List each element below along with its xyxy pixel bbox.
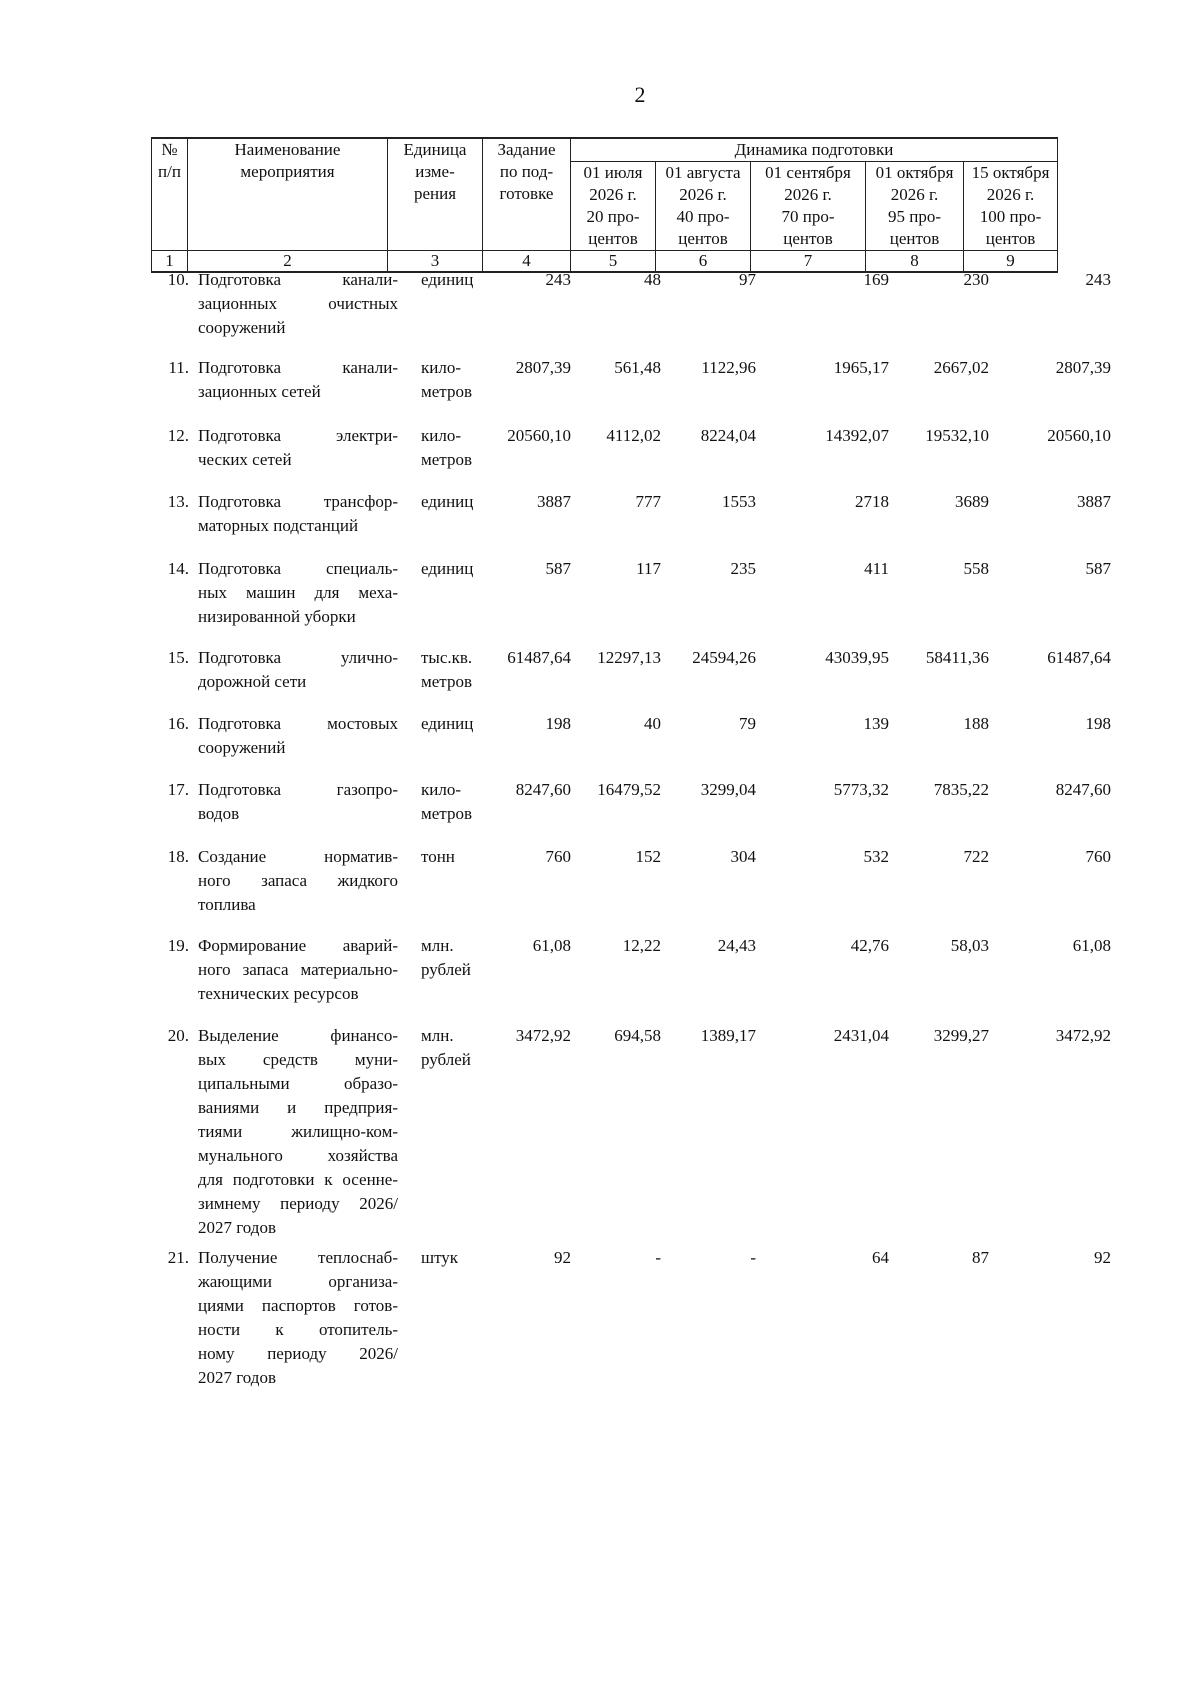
- row-unit-line: единиц: [421, 559, 474, 578]
- row-value-july: 561,48: [614, 358, 661, 377]
- row-value-july: 12,22: [622, 936, 661, 955]
- row-name: [198, 646, 398, 694]
- row-value-august: 304: [730, 847, 756, 866]
- row-name-line: вых средств муни-: [198, 1050, 398, 1069]
- row-name-line: жающими организа-: [198, 1272, 398, 1291]
- row-name-line: дорожной сети: [198, 672, 307, 691]
- row-name: [198, 1246, 398, 1390]
- row-value-september: 5773,32: [833, 780, 889, 799]
- row-name-line: сооружений: [198, 738, 286, 757]
- row-number: 19.: [167, 936, 189, 955]
- row-name-line: зационных очистных: [198, 294, 398, 313]
- row-name-line: низированной уборки: [198, 607, 356, 626]
- row-number: 21.: [167, 1248, 189, 1267]
- header-dynamics-title: Динамика подготовки: [571, 138, 1058, 162]
- row-value-august: 1553: [722, 492, 756, 511]
- row-value-october-15: 3472,92: [1055, 1026, 1111, 1045]
- row-unit-line: единиц: [421, 270, 474, 289]
- row-name-line: Подготовка канали-: [198, 358, 398, 377]
- row-task: 61487,64: [507, 648, 571, 667]
- row-name-line: топлива: [198, 895, 256, 914]
- row-unit-line: штук: [421, 1248, 459, 1267]
- row-value-august: 1389,17: [700, 1026, 756, 1045]
- row-value-october-15: 3887: [1077, 492, 1111, 511]
- row-number: 12.: [167, 426, 189, 445]
- row-unit-line: рублей: [421, 1050, 471, 1069]
- header-number-9: 9: [964, 251, 1058, 273]
- row-name: [198, 490, 398, 538]
- row-number: 20.: [167, 1026, 189, 1045]
- header-col-name: Наименование мероприятия: [188, 138, 388, 251]
- row-value-october: 58,03: [950, 936, 989, 955]
- row-unit-line: млн.: [421, 1026, 454, 1045]
- row-value-october-15: 61487,64: [1047, 648, 1111, 667]
- row-value-july: 40: [644, 714, 661, 733]
- row-value-october-15: 92: [1094, 1248, 1111, 1267]
- row-name-line: зационных сетей: [198, 382, 321, 401]
- row-name: [198, 778, 398, 826]
- row-value-july: 48: [644, 270, 661, 289]
- row-name-line: мунального хозяйства: [198, 1146, 398, 1165]
- header-date-4: 01 октября 2026 г. 95 про- центов: [866, 162, 964, 251]
- row-unit-line: тонн: [421, 847, 455, 866]
- row-task: 243: [545, 270, 571, 289]
- row-task: 760: [545, 847, 571, 866]
- row-name-line: ного запаса материально-: [198, 960, 398, 979]
- row-number: 15.: [167, 648, 189, 667]
- row-name-line: циями паспортов готов-: [198, 1296, 398, 1315]
- row-value-september: 2718: [855, 492, 889, 511]
- header-number-5: 5: [571, 251, 656, 273]
- row-task: 198: [545, 714, 571, 733]
- row-value-october-15: 2807,39: [1055, 358, 1111, 377]
- row-value-august: 97: [739, 270, 756, 289]
- row-value-july: 152: [635, 847, 661, 866]
- row-unit-line: метров: [421, 672, 472, 691]
- row-value-october: 558: [963, 559, 989, 578]
- header-number-3: 3: [388, 251, 483, 273]
- row-name-line: Подготовка специаль-: [198, 559, 398, 578]
- row-number: 14.: [167, 559, 189, 578]
- row-value-october: 722: [963, 847, 989, 866]
- row-name: [198, 268, 398, 340]
- row-name-line: ципальными образо-: [198, 1074, 398, 1093]
- row-unit-line: метров: [421, 382, 472, 401]
- header-number-6: 6: [656, 251, 751, 273]
- header-col-num: № п/п: [152, 138, 188, 251]
- row-value-october-15: 20560,10: [1047, 426, 1111, 445]
- header-date-3: 01 сентября 2026 г. 70 про- центов: [751, 162, 866, 251]
- row-value-july: 12297,13: [597, 648, 661, 667]
- row-unit-line: кило-: [421, 358, 462, 377]
- row-value-october: 188: [963, 714, 989, 733]
- row-name: [198, 424, 398, 472]
- row-value-july: 777: [635, 492, 661, 511]
- row-name-line: маторных подстанций: [198, 516, 359, 535]
- row-value-september: 2431,04: [833, 1026, 889, 1045]
- row-name-line: ности к отопитель-: [198, 1320, 398, 1339]
- row-unit-line: тыс.кв.: [421, 648, 473, 667]
- row-name-line: ного запаса жидкого: [198, 871, 398, 890]
- header-number-4: 4: [483, 251, 571, 273]
- row-name-line: Подготовка улично-: [198, 648, 398, 667]
- row-name: [198, 356, 398, 404]
- row-value-july: -: [655, 1248, 661, 1267]
- row-value-july: 694,58: [614, 1026, 661, 1045]
- row-value-october: 19532,10: [925, 426, 989, 445]
- row-value-september: 532: [863, 847, 889, 866]
- row-name-line: для подготовки к осенне-: [198, 1170, 398, 1189]
- row-value-october: 7835,22: [933, 780, 989, 799]
- row-name: [198, 845, 398, 917]
- row-name-line: Выделение финансо-: [198, 1026, 398, 1045]
- row-value-august: 24594,26: [692, 648, 756, 667]
- row-name-line: Подготовка газопро-: [198, 780, 398, 799]
- row-name-line: ному периоду 2026/: [198, 1344, 398, 1363]
- row-name: [198, 934, 398, 1006]
- row-name-line: сооружений: [198, 318, 286, 337]
- row-value-october-15: 587: [1085, 559, 1111, 578]
- row-name-line: Подготовка канали-: [198, 270, 398, 289]
- row-name-line: тиями жилищно-ком-: [198, 1122, 398, 1141]
- page-number: 2: [634, 82, 646, 107]
- row-value-august: 79: [739, 714, 756, 733]
- table-header: [151, 137, 1058, 273]
- header-number-8: 8: [866, 251, 964, 273]
- row-value-august: 3299,04: [700, 780, 756, 799]
- row-task: 3472,92: [515, 1026, 571, 1045]
- row-unit-line: метров: [421, 804, 472, 823]
- row-value-august: 1122,96: [701, 358, 756, 377]
- row-task: 20560,10: [507, 426, 571, 445]
- row-task: 3887: [537, 492, 571, 511]
- row-number: 13.: [167, 492, 189, 511]
- row-number: 17.: [167, 780, 189, 799]
- row-task: 92: [554, 1248, 571, 1267]
- row-value-september: 43039,95: [825, 648, 889, 667]
- row-name-line: Формирование аварий-: [198, 936, 398, 955]
- row-unit-line: метров: [421, 450, 472, 469]
- header-number-2: 2: [188, 251, 388, 273]
- row-value-october: 3689: [955, 492, 989, 511]
- row-name-line: Создание норматив-: [198, 847, 398, 866]
- row-value-october-15: 8247,60: [1055, 780, 1111, 799]
- row-value-july: 16479,52: [597, 780, 661, 799]
- row-number: 10.: [167, 270, 189, 289]
- row-name-line: ческих сетей: [198, 450, 292, 469]
- row-name-line: Получение теплоснаб-: [198, 1248, 398, 1267]
- header-number-1: 1: [152, 251, 188, 273]
- row-name-line: 2027 годов: [198, 1368, 276, 1387]
- row-name-line: Подготовка мостовых: [198, 714, 398, 733]
- row-unit-line: кило-: [421, 780, 462, 799]
- row-value-october-15: 198: [1085, 714, 1111, 733]
- row-value-october-15: 243: [1085, 270, 1111, 289]
- header-date-2: 01 августа 2026 г. 40 про- центов: [656, 162, 751, 251]
- row-value-august: -: [750, 1248, 756, 1267]
- row-value-september: 42,76: [850, 936, 889, 955]
- row-unit-line: единиц: [421, 714, 474, 733]
- row-value-august: 24,43: [717, 936, 756, 955]
- row-name-line: 2027 годов: [198, 1218, 276, 1237]
- row-task: 61,08: [532, 936, 571, 955]
- row-value-september: 411: [864, 559, 889, 578]
- row-value-october-15: 61,08: [1072, 936, 1111, 955]
- header-col-unit: Единица изме- рения: [388, 138, 483, 251]
- row-task: 8247,60: [515, 780, 571, 799]
- row-value-august: 8224,04: [700, 426, 756, 445]
- row-task: 2807,39: [515, 358, 571, 377]
- row-value-september: 139: [863, 714, 889, 733]
- row-unit-line: кило-: [421, 426, 462, 445]
- row-value-october: 2667,02: [933, 358, 989, 377]
- row-value-october: 3299,27: [933, 1026, 989, 1045]
- row-name: [198, 712, 398, 760]
- row-unit-line: единиц: [421, 492, 474, 511]
- header-number-7: 7: [751, 251, 866, 273]
- header-date-5: 15 октября 2026 г. 100 про- центов: [964, 162, 1058, 251]
- row-value-october: 87: [972, 1248, 989, 1267]
- row-value-october: 230: [963, 270, 989, 289]
- header-col-task: Задание по под- готовке: [483, 138, 571, 251]
- row-name: [198, 557, 398, 629]
- row-value-september: 169: [863, 270, 889, 289]
- row-name-line: технических ресурсов: [198, 984, 359, 1003]
- row-unit-line: рублей: [421, 960, 471, 979]
- row-name: [198, 1024, 398, 1240]
- header-date-1: 01 июля 2026 г. 20 про- центов: [571, 162, 656, 251]
- row-number: 16.: [167, 714, 189, 733]
- row-value-september: 64: [872, 1248, 889, 1267]
- row-name-line: Подготовка электри-: [198, 426, 398, 445]
- row-name-line: ных машин для меха-: [198, 583, 398, 602]
- row-value-september: 1965,17: [833, 358, 889, 377]
- row-number: 18.: [167, 847, 189, 866]
- row-name-line: водов: [198, 804, 240, 823]
- row-task: 587: [545, 559, 571, 578]
- row-value-september: 14392,07: [825, 426, 889, 445]
- row-name-line: зимнему периоду 2026/: [198, 1194, 398, 1213]
- row-value-july: 117: [636, 559, 661, 578]
- row-value-october-15: 760: [1085, 847, 1111, 866]
- row-name-line: ваниями и предприя-: [198, 1098, 398, 1117]
- row-value-july: 4112,02: [606, 426, 661, 445]
- row-unit-line: млн.: [421, 936, 454, 955]
- row-name-line: Подготовка трансфор-: [198, 492, 398, 511]
- row-number: 11.: [168, 358, 189, 377]
- row-value-august: 235: [730, 559, 756, 578]
- row-value-october: 58411,36: [925, 648, 989, 667]
